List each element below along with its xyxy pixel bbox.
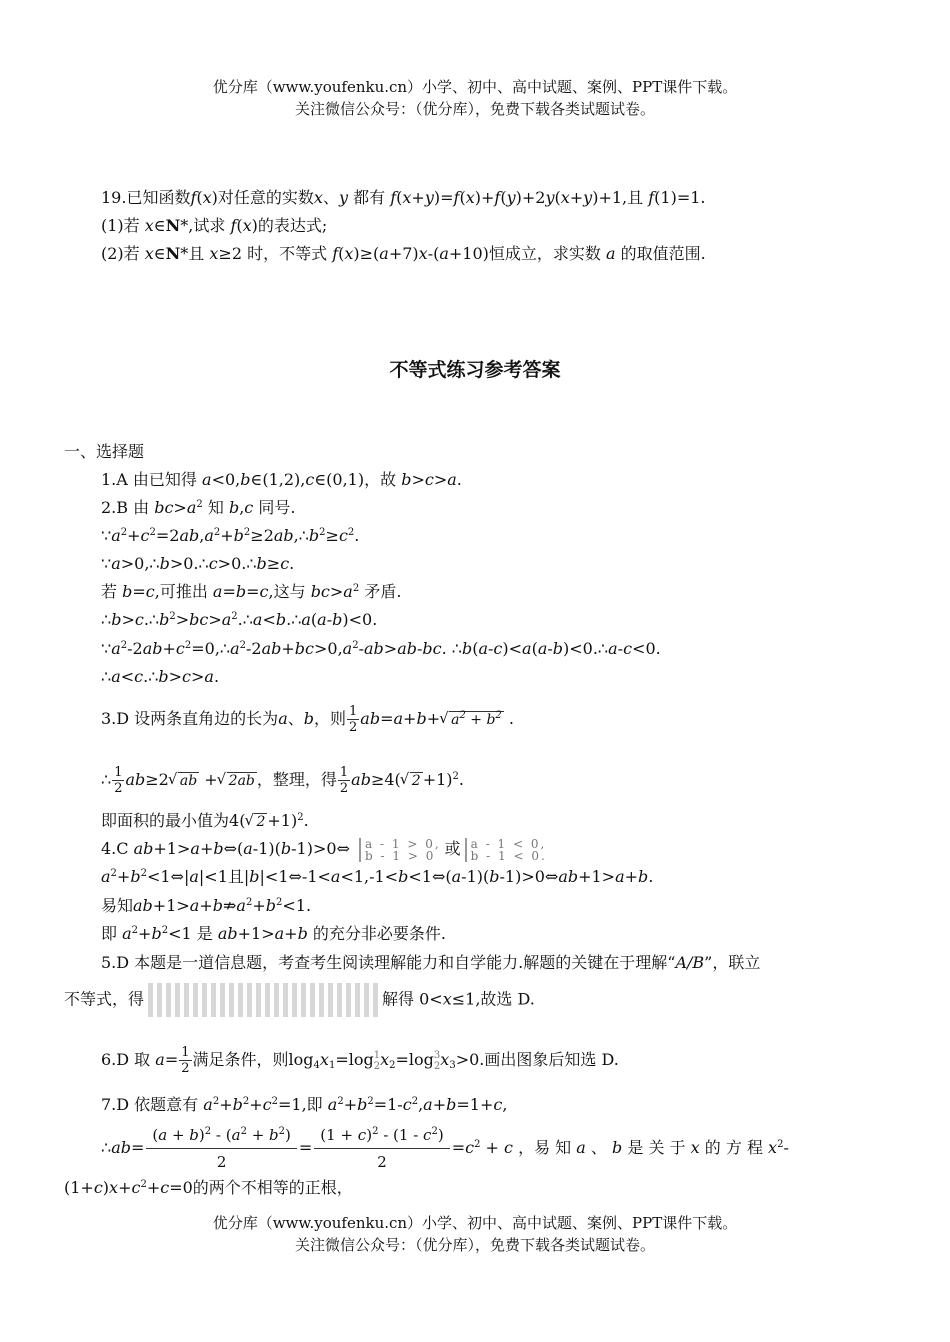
question-19-part-1: (1)若 x∈N*,试求 f(x)的表达式; (101, 216, 328, 235)
answer-3-line-2: ∴ $\frac{1}{2}$ ab≥2√ ab +√ 2ab ，整理，得 $\frac{1}{2}$ ab≥4(√ 2 +1)$^2$. (101, 765, 464, 796)
answer-7-line-1: 7.D 依题意有 $a^2+b^2+c^2=1$,即 $a^2+b^2=1-c^2,a+b=1+c$, (101, 1095, 508, 1114)
answer-3-line-3: 即面积的最小值为4(√ 2 +1)$^2$. (101, 809, 309, 833)
answer-2-line-6: $\because a^2-2ab+c^2=0,\therefore a^2-2ab+bc>0,a^2-ab>ab-bc$. ∴b(a-c)<a(a-b)<0.∴a-c<0. (101, 639, 661, 658)
section-heading: 一、选择题 (64, 442, 145, 461)
answer-title: 不等式练习参考答案 (389, 359, 561, 381)
answer-2-line-3: ∵a>0,∴b>0.∴c>0.∴b≥c. (101, 554, 295, 573)
answer-3-line-1: 3.D 设两条直角边的长为a、b，则 $\frac{1}{2}$ ab=a+b+√ $a^2 + b^2$ . (101, 704, 514, 735)
answer-2-line-7: ∴a<c.∴b>c>a. (101, 667, 220, 686)
question-19-part-2: (2)若 x∈N*且 x≥2 时，不等式 f(x)≥(a+7)x-(a+10)恒成立，求实数 a 的取值范围. (101, 244, 706, 263)
answer-1: 1.A 由已知得 a<0,b∈(1,2),c∈(0,1)，故 b>c>a. (101, 470, 462, 489)
answer-2-line-1: 2.B 由 $bc>a^2$ 知 b,c 同号. (101, 498, 296, 517)
header-line-1: 优分库（www.youfenku.cn）小学、初中、高中试题、案例、PPT课件下载。 (212, 78, 738, 96)
answer-4-line-4: 即 $a^2+b^2<1$ 是 ab+1>a+b 的充分非必要条件. (101, 924, 447, 943)
answer-2-line-4: 若 b=c,可推出 a=b=c,这与 $bc>a^2$ 矛盾. (101, 582, 402, 601)
answer-4-line-1: 4.C ab+1>a+b⇔(a-1)(b-1)>0⇔ a - 1 > 0, b - 1 > 0 或 a - 1 < 0, b - 1 < 0. (101, 836, 547, 863)
question-19: 19.已知函数f(x)对任意的实数x、y 都有 f(x+y)=f(x)+f(y)+2y(x+y)+1,且 f(1)=1. (101, 188, 706, 207)
answer-5-line-1: 5.D 本题是一道信息题，考查考生阅读理解能力和自学能力.解题的关键在于理解“A/B”，联立 (101, 953, 761, 972)
answer-2-line-5: $\therefore b>c.\therefore b^2>bc>a^2.\therefore a<b.\therefore a(a-b)<0$. (101, 610, 378, 629)
footer-line-2: 关注微信公众号：（优分库），免费下载各类试题试卷。 (294, 1236, 655, 1254)
answer-7-line-3: $(1+c)x+c^2+c=0$的两个不相等的正根， (64, 1178, 353, 1197)
footer-line-1: 优分库（www.youfenku.cn）小学、初中、高中试题、案例、PPT课件下载。 (212, 1214, 738, 1232)
blurred-inequality-system (148, 983, 378, 1017)
answer-4-line-2: $a^2+b^2<1\Leftrightarrow|a|<1$且|b|<1⇔-1<a<1,-1<b<1⇔(a-1)(b-1)>0⇔ab+1>a+b. (101, 867, 654, 886)
answer-2-line-2: $\because a^2+c^2=2ab,a^2+b^2\ge 2ab,\therefore b^2\ge c^2$. (101, 526, 360, 545)
answer-6: 6.D 取 a= $\frac{1}{2}$ 满足条件，则$\log_4x_1=\log 1$ $2x_2=\log 3$ $2x_3>0$.画出图象后知选 D. (101, 1045, 619, 1076)
answer-4-line-3: 易知$ab+1>a+b⇏a^2+b^2<1$. (101, 896, 312, 915)
answer-7-line-2: ∴ab= $\frac{(a + b)^2 - (a^2 + b^2)}{2}$ = $\frac{(1 + c)^2 - (1 - c^2)}{2}$ $=c^2 + c$ ，易 知 a 、 b 是 关 于 x 的 方 程 $x^2-$ (101, 1122, 789, 1175)
header-line-2: 关注微信公众号：（优分库），免费下载各类试题试卷。 (294, 100, 655, 118)
answer-5-line-2: 不等式，得 解得 0<x≤1,故选 D. (64, 983, 535, 1017)
